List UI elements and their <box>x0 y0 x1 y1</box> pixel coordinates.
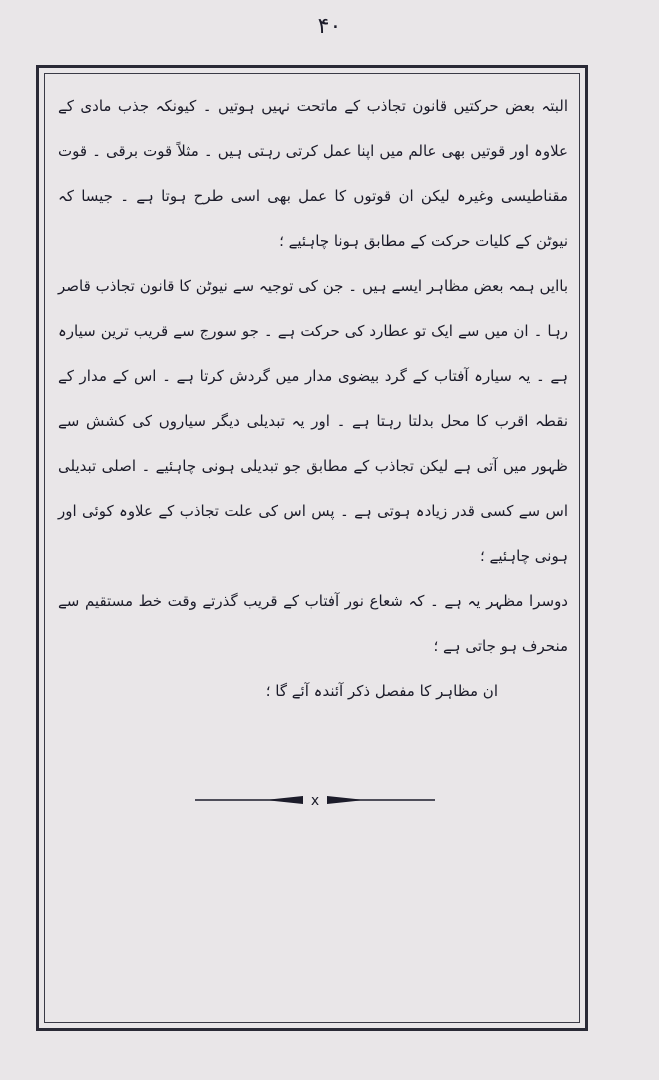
body-text <box>58 84 568 714</box>
ornamental-separator <box>195 790 435 810</box>
closing-line: ان مظاہر کا مفصل ذکر آئندہ آئے گا ؛ <box>265 682 498 700</box>
paragraph: البتہ بعض حرکتیں قانون تجاذب کے ماتحت نہیں ہوتیں ۔ کیونکہ جذب مادی کے علاوہ اور قوتیں بھی عالم میں اپنا عمل کرتی رہتی ہیں ۔ مثلاً قوت برقی ۔ قوت مقناطیسی وغیرہ لیکن ان قوتوں کا عمل بھی اسی طرح ہوتا ہے ۔ جیسا کہ نیوٹن کے کلیات حرکت کے مطابق ہونا چاہئیے ؛ <box>58 97 568 250</box>
paragraph: باایں ہمہ بعض مظاہر ایسے ہیں ۔ جن کی توجیہ سے نیوٹن کا قانون تجاذب قاصر رہا ۔ ان میں سے ایک تو عطارد کی حرکت ہے ۔ جو سورج سے قریب ترین سیارہ ہے ۔ یہ سیارہ آفتاب کے گرد بیضوی مدار میں گردش کرتا ہے ۔ اس کے مدار کے نقطہ اقرب کا محل بدلتا رہتا ہے ۔ اور یہ تبدیلی دیگر سیاروں کی کشش سے ظہور میں آتی ہے لیکن تجاذب کے مطابق جو تبدیلی ہونی چاہئیے ۔ اصلی تبدیلی اس سے کسی قدر زیادہ ہوتی ہے ۔ پس اس کی علت تجاذب کے علاوہ کوئی اور ہونی چاہئیے ؛ <box>58 277 568 565</box>
svg-text:x: x <box>310 793 320 809</box>
paragraph: دوسرا مظہر یہ ہے ۔ کہ شعاع نور آفتاب کے قریب گذرتے وقت خط مستقیم سے منحرف ہو جاتی ہے ؛ <box>58 592 568 655</box>
page-number: ۴۰ <box>317 14 342 39</box>
